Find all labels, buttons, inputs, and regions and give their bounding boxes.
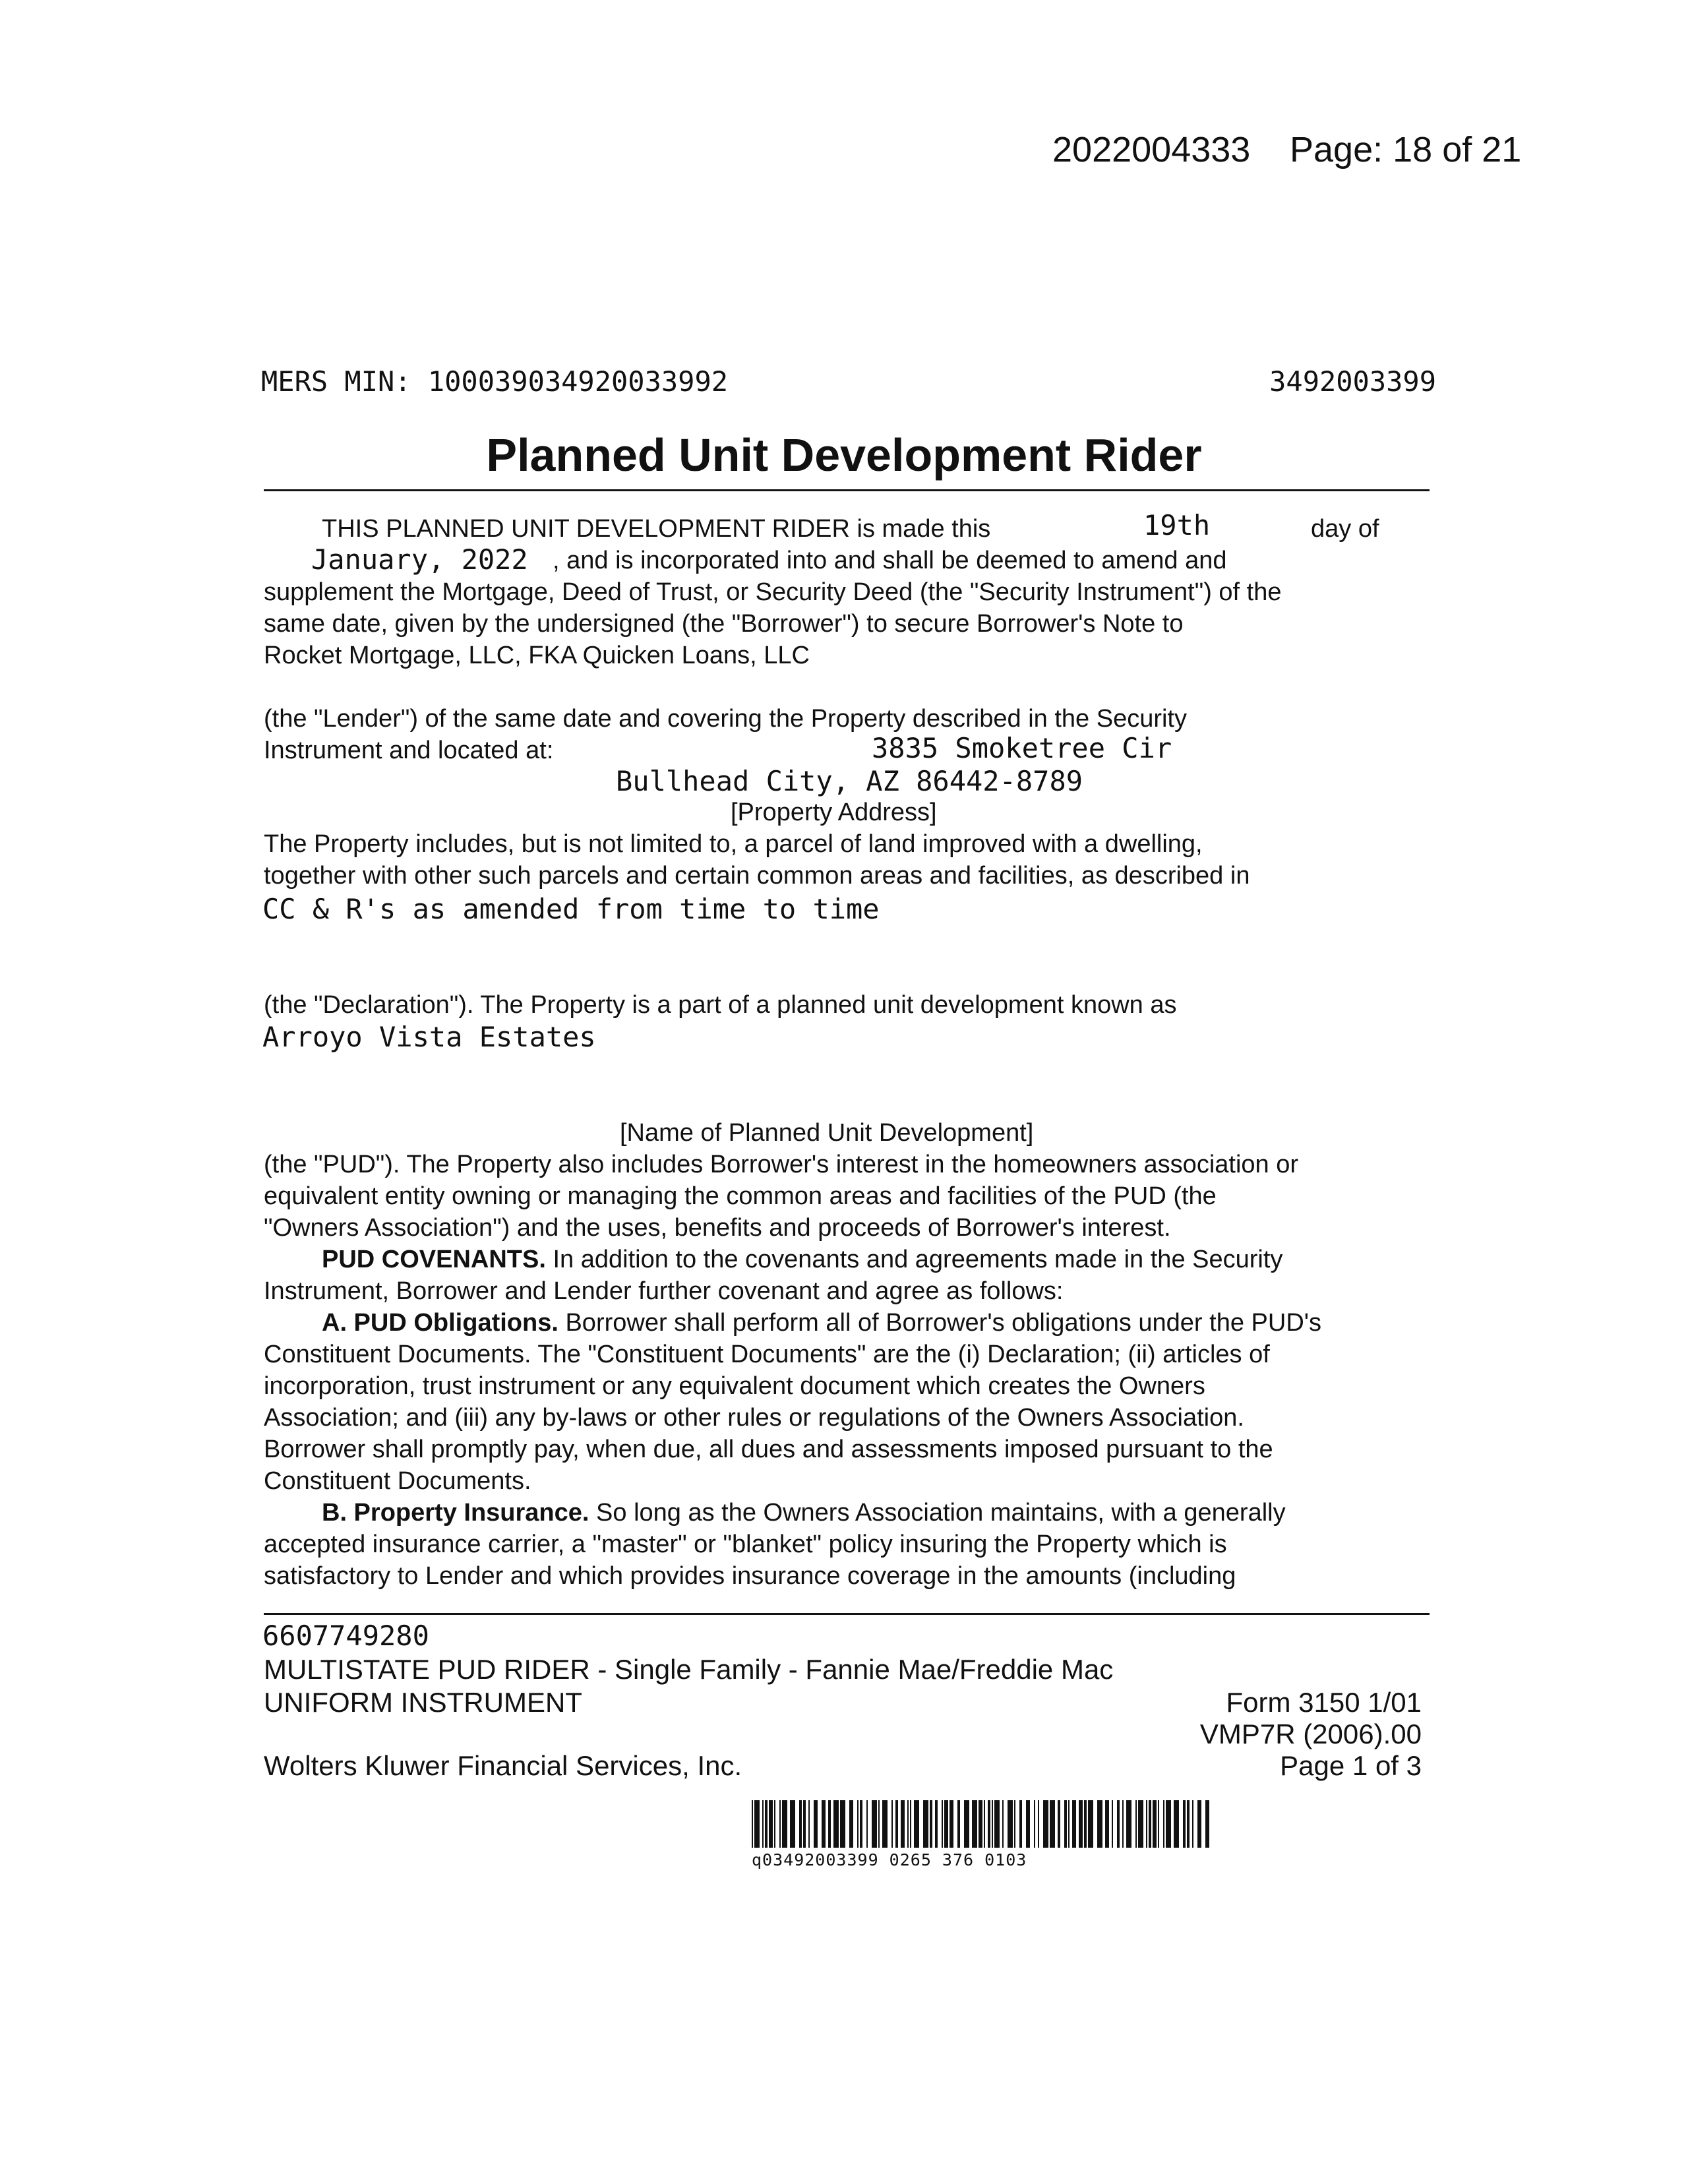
barcode-bar [1187,1800,1190,1848]
recording-page-label: Page: 18 of 21 [1290,130,1522,169]
title-rule [264,489,1430,491]
barcode-bar [1163,1800,1164,1848]
barcode-bar [1026,1800,1030,1848]
barcode-bar [1014,1800,1015,1848]
barcode-bar [1149,1800,1151,1848]
barcode-bar [901,1800,905,1848]
barcode-bar [774,1800,775,1848]
barcode-bar [910,1800,911,1848]
footer-page-number: Page 1 of 3 [1280,1750,1422,1781]
barcode-bar [1088,1800,1093,1848]
barcode-bar [950,1800,953,1848]
footer-uniform-instrument: UNIFORM INSTRUMENT [264,1687,582,1718]
covenant-a-line-6: Constituent Documents. [264,1467,531,1495]
loan-number: 3492003399 [1269,365,1436,398]
barcode-bar [1174,1800,1179,1848]
declaration-fill: CC & R's as amended from time to time [262,893,880,925]
barcode-bar [872,1800,877,1848]
barcode-bar [833,1800,839,1848]
barcode-bar [1117,1800,1120,1848]
intro-line-12: equivalent entity owning or managing the common areas and facilities of the PUD (the [264,1182,1217,1210]
barcode-bar [779,1800,781,1848]
covenant-b-heading: B. Property Insurance. [322,1499,589,1527]
intro-month-year: January, 2022 [311,543,528,576]
barcode-bar [930,1800,932,1848]
intro-line-8: The Property includes, but is not limited to, a parcel of land improved with a dwelling, [264,830,1203,858]
pud-name-caption: [Name of Planned Unit Development] [620,1119,1034,1147]
barcode-bar [1084,1800,1087,1848]
barcode-bar [1019,1800,1022,1848]
barcode-bar [935,1800,938,1848]
pud-name: Arroyo Vista Estates [262,1021,596,1053]
intro-line-13: "Owners Association") and the uses, benefits and proceeds of Borrower's interest. [264,1214,1171,1242]
barcode-bar [1105,1800,1109,1848]
barcode-bar [1183,1800,1186,1848]
barcode-bar [972,1800,977,1848]
barcode-bar [1058,1800,1060,1848]
barcode-bar [1197,1800,1201,1848]
barcode [752,1800,1210,1848]
barcode-number: q03492003399 0265 376 0103 [752,1850,1027,1869]
barcode-bar [984,1800,985,1848]
intro-line-6: (the "Lender") of the same date and covering the Property described in the Security [264,705,1187,733]
barcode-bar [1097,1800,1102,1848]
barcode-bar [840,1800,845,1848]
barcode-bar [866,1800,868,1848]
barcode-bar [1064,1800,1067,1848]
intro-line-1: THIS PLANNED UNIT DEVELOPMENT RIDER is made this [322,515,991,543]
barcode-bar [1166,1800,1171,1848]
footer-vmp-code: VMP7R (2006).00 [1199,1718,1422,1749]
barcode-bar [891,1800,893,1848]
covenant-a-line-3: incorporation, trust instrument or any equivalent document which creates the Owners [264,1372,1205,1400]
barcode-bar [914,1800,919,1848]
barcode-bar [878,1800,880,1848]
barcode-bar [1153,1800,1157,1848]
barcode-bar [1192,1800,1193,1848]
barcode-bar [992,1800,993,1848]
covenants-line-2: Instrument, Borrower and Lender further covenant and agree as follows: [264,1277,1064,1305]
barcode-bar [765,1800,768,1848]
footer-rule [264,1613,1430,1615]
barcode-bar [1205,1800,1209,1848]
barcode-bar [857,1800,859,1848]
barcode-bar [1146,1800,1147,1848]
intro-line-10: (the "Declaration"). The Property is a part of a planned unit development known as [264,991,1177,1019]
barcode-bar [1122,1800,1124,1848]
barcode-bar [1158,1800,1159,1848]
intro-line-3: supplement the Mortgage, Deed of Trust, or Security Deed (the "Security Instrument") of the [264,578,1282,606]
barcode-bar [803,1800,806,1848]
barcode-bar [814,1800,818,1848]
intro-line-7: Instrument and located at: [264,737,554,764]
barcode-bar [1050,1800,1055,1848]
covenants-heading: PUD COVENANTS. [322,1246,546,1273]
barcode-bar [822,1800,826,1848]
covenant-a-line-1 [322,1307,1321,1339]
intro-line-4: same date, given by the undersigned (the "Borrower") to secure Borrower's Note to [264,610,1184,638]
lender-name: Rocket Mortgage, LLC, FKA Quicken Loans, LLC [264,642,810,669]
barcode-bar [944,1800,948,1848]
intro-line-11: (the "PUD"). The Property also includes Borrower's interest in the homeowners association or [264,1151,1299,1178]
covenant-a-line-5: Borrower shall promptly pay, when due, all dues and assessments imposed pursuant to the [264,1436,1273,1463]
document-title: Planned Unit Development Rider [486,429,1202,481]
barcode-bar [1138,1800,1143,1848]
barcode-bar [1002,1800,1004,1848]
barcode-bar [828,1800,831,1848]
barcode-bar [808,1800,810,1848]
barcode-bar [1068,1800,1070,1848]
covenant-a-rest: Borrower shall perform all of Borrower's obligations under the PUD's [558,1309,1322,1337]
recording-number: 2022004333 [1052,130,1251,169]
barcode-bar [994,1800,1000,1848]
barcode-bar [957,1800,960,1848]
footer-form-title: MULTISTATE PUD RIDER - Single Family - Fannie Mae/Freddie Mac [264,1654,1114,1685]
covenants-heading-rest: In addition to the covenants and agreements made in the Security [545,1246,1283,1273]
barcode-bar [907,1800,909,1848]
barcode-bar [860,1800,862,1848]
property-address-line-2: Bullhead City, AZ 86442-8789 [616,765,1083,797]
barcode-bar [1043,1800,1048,1848]
covenant-b-line-1 [322,1497,1286,1529]
covenant-b-line-3: satisfactory to Lender and which provides insurance coverage in the amounts (including [264,1562,1236,1590]
intro-line-2: , and is incorporated into and shall be deemed to amend and [553,547,1227,574]
barcode-bar [782,1800,787,1848]
intro-day-of: day of [1311,515,1379,543]
footer-form-number: Form 3150 1/01 [1226,1687,1422,1718]
barcode-bar [1008,1800,1013,1848]
covenant-b-line-2: accepted insurance carrier, a "master" or "blanket" policy insuring the Property which is [264,1531,1227,1558]
barcode-bar [790,1800,795,1848]
covenant-a-heading: A. PUD Obligations. [322,1309,558,1337]
barcode-bar [979,1800,982,1848]
barcode-bar [1038,1800,1039,1848]
barcode-bar [964,1800,969,1848]
mers-min: MERS MIN: 100039034920033992 [261,365,729,398]
barcode-bar [1112,1800,1113,1848]
barcode-bar [762,1800,764,1848]
barcode-bar [769,1800,773,1848]
property-address-line-1: 3835 Smoketree Cir [872,732,1172,764]
barcode-bar [1079,1800,1083,1848]
intro-day: 19th [1143,509,1211,541]
barcode-bar [923,1800,928,1848]
footer-reference-number: 6607749280 [262,1620,429,1652]
footer-publisher: Wolters Kluwer Financial Services, Inc. [264,1750,742,1781]
barcode-bar [799,1800,802,1848]
intro-line-9: together with other such parcels and certain common areas and facilities, as described in [264,862,1250,890]
barcode-bar [752,1800,753,1848]
barcode-bar [1034,1800,1035,1848]
covenants-line-1 [322,1244,1282,1275]
covenant-a-line-2: Constituent Documents. The "Constituent Documents" are the (i) Declaration; (ii) articles of [264,1341,1270,1368]
barcode-bar [942,1800,943,1848]
barcode-bar [1072,1800,1076,1848]
property-address-caption: [Property Address] [731,799,937,826]
barcode-bar [1126,1800,1131,1848]
barcode-bar [988,1800,990,1848]
covenant-a-line-4: Association; and (iii) any by-laws or other rules or regulations of the Owners Association. [264,1404,1244,1432]
covenant-b-rest: So long as the Owners Association maintains, with a generally [589,1499,1286,1527]
barcode-bar [1135,1800,1137,1848]
barcode-bar [895,1800,898,1848]
barcode-bar [882,1800,888,1848]
barcode-bar [754,1800,760,1848]
barcode-bar [849,1800,853,1848]
